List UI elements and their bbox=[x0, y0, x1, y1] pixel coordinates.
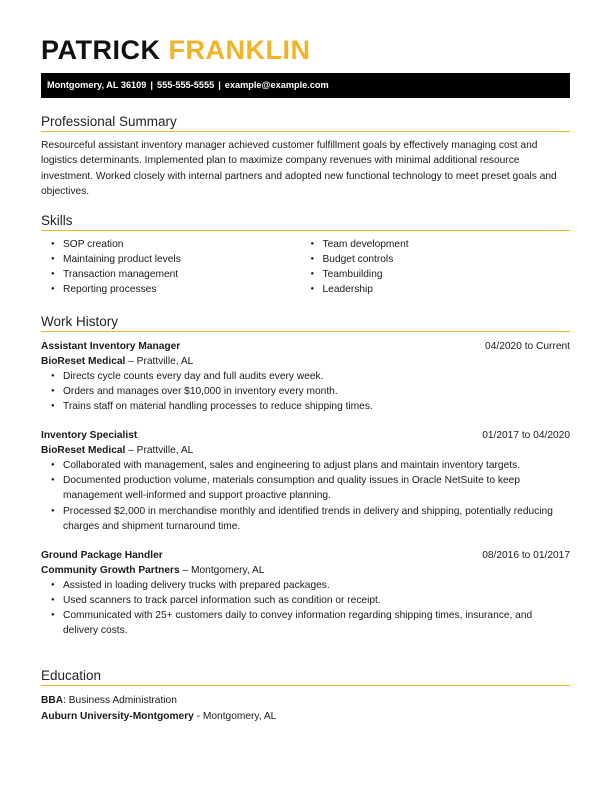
skill-item: ● SOP creation bbox=[51, 237, 311, 252]
degree: BBA bbox=[41, 695, 64, 706]
summary-heading: Professional Summary bbox=[41, 114, 570, 132]
work-history-heading: Work History bbox=[41, 314, 570, 332]
skills-right-column bbox=[311, 237, 571, 297]
job-company: BioReset Medical bbox=[41, 356, 126, 367]
job-dates: 04/2020 to Current bbox=[485, 341, 570, 352]
school-location: - Montgomery, AL bbox=[193, 711, 277, 722]
skill-item: ● Budget controls bbox=[311, 252, 571, 267]
contact-phone: 555-555-5555 bbox=[156, 80, 215, 90]
job-header bbox=[41, 548, 570, 563]
job-entry bbox=[41, 548, 570, 638]
job-bullet: ● Communicated with 25+ customers daily to convey information regarding shipping times, insurance, and delivery costs. bbox=[51, 608, 570, 638]
school-name: Auburn University-Montgomery bbox=[41, 711, 194, 722]
job-company: BioReset Medical bbox=[41, 445, 126, 457]
job-dates: 01/2017 to 04/2020 bbox=[482, 430, 570, 442]
skills-heading: Skills bbox=[41, 213, 570, 231]
skill-item: ● Reporting processes bbox=[51, 282, 311, 297]
skills-section bbox=[41, 213, 570, 297]
job-title: Assistant Inventory Manager bbox=[41, 341, 181, 352]
contact-email: example@example.com bbox=[224, 80, 329, 90]
contact-bar bbox=[41, 73, 570, 98]
job-bullets bbox=[41, 458, 570, 533]
first-name: PATRICK bbox=[41, 35, 161, 65]
job-bullets bbox=[41, 578, 570, 638]
degree-field: : Business Administration bbox=[63, 695, 177, 706]
summary-text: Resourceful assistant inventory manager achieved customer fulfillment goals by effectively managing cost and logistics determinants. Implemented plan to maximize company revenues with minimal additional resource investment. Worked closely with internal partners and adopted new functional technology to meet preset goals and objectives. bbox=[41, 140, 557, 197]
skills-left-column bbox=[41, 237, 311, 297]
contact-separator: | bbox=[150, 80, 153, 90]
job-header bbox=[41, 339, 570, 354]
job-company: Community Growth Partners bbox=[41, 564, 180, 576]
last-name: FRANKLIN bbox=[168, 35, 311, 65]
job-bullet: ● Directs cycle counts every day and full audits every week. bbox=[51, 369, 570, 384]
skill-item: ● Team development bbox=[311, 237, 571, 252]
summary-section bbox=[41, 114, 570, 199]
job-bullet: ● Trains staff on material handling processes to reduce shipping times. bbox=[51, 399, 570, 414]
job-entry bbox=[41, 339, 570, 414]
job-title: Inventory Specialist bbox=[41, 430, 138, 442]
job-company-line bbox=[41, 354, 570, 369]
job-company-line bbox=[41, 443, 570, 458]
job-bullet: ● Documented production volume, materials consumption and quality issues in Oracle NetSuite to keep management well-informed and support proactive planning. bbox=[51, 473, 570, 503]
candidate-name bbox=[41, 33, 311, 67]
job-bullets bbox=[41, 369, 570, 414]
work-history-section bbox=[41, 314, 570, 638]
education-section bbox=[41, 668, 570, 725]
contact-separator: | bbox=[218, 80, 221, 90]
job-bullet: ● Used scanners to track parcel information such as condition or receipt. bbox=[51, 593, 570, 608]
education-heading: Education bbox=[41, 668, 570, 686]
job-location: – Montgomery, AL bbox=[179, 564, 265, 576]
job-location: – Prattville, AL bbox=[125, 356, 194, 367]
job-bullet: ● Processed $2,000 in merchandise monthly and identified trends in delivery and shipping, potentially reducing charges and shipment turnaround time. bbox=[51, 504, 570, 534]
skills-columns bbox=[41, 237, 570, 297]
job-bullet: ● Orders and manages over $10,000 in inventory every month. bbox=[51, 384, 570, 399]
skill-item: ● Leadership bbox=[311, 282, 571, 297]
skill-item: ● Maintaining product levels bbox=[51, 252, 311, 267]
job-title: Ground Package Handler bbox=[41, 549, 163, 561]
education-degree-line bbox=[41, 693, 570, 709]
job-dates: 08/2016 to 01/2017 bbox=[482, 549, 570, 561]
job-location: – Prattville, AL bbox=[125, 445, 194, 457]
job-header bbox=[41, 428, 570, 443]
skill-item: ● Transaction management bbox=[51, 267, 311, 282]
job-bullet: ● Assisted in loading delivery trucks with prepared packages. bbox=[51, 578, 570, 593]
job-entry bbox=[41, 428, 570, 533]
skill-item: ● Teambuilding bbox=[311, 267, 571, 282]
contact-address: Montgomery, AL 36109 bbox=[47, 80, 147, 90]
education-school-line bbox=[41, 709, 570, 725]
job-bullet: ● Collaborated with management, sales and engineering to adjust plans and maintain inventory targets. bbox=[51, 458, 570, 473]
job-company-line bbox=[41, 563, 570, 578]
